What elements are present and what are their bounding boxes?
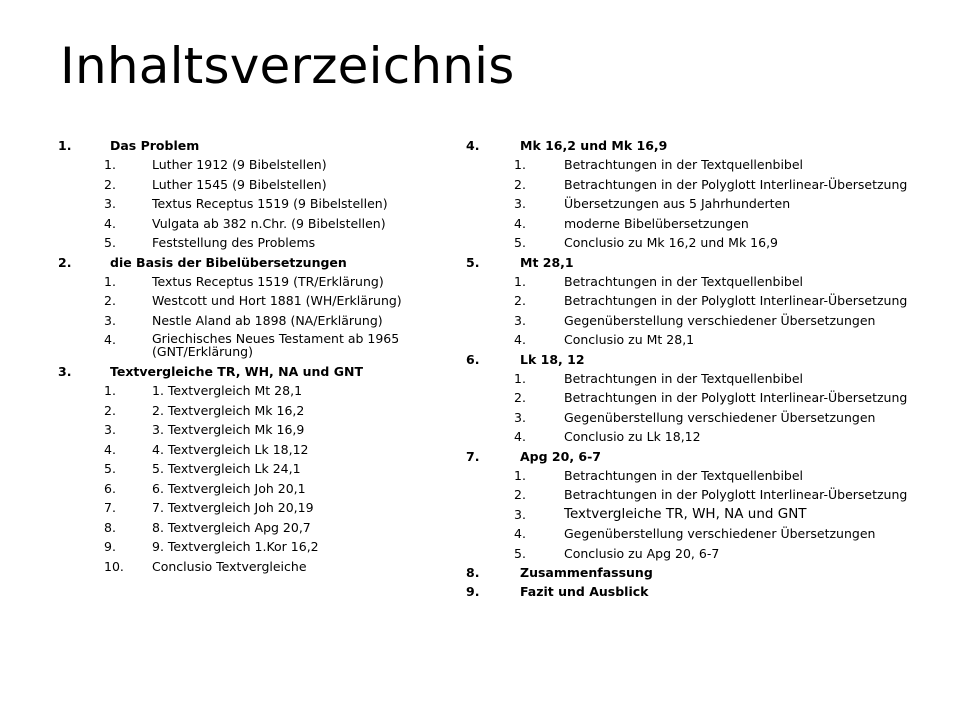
subitem-text: Nestle Aland ab 1898 (NA/Erklärung) xyxy=(152,312,383,328)
subitem-number: 4. xyxy=(514,526,526,541)
subitem-text: Betrachtungen in der Textquellenbibel xyxy=(564,273,804,289)
subitem-number: 2. xyxy=(514,487,526,502)
toc-section xyxy=(466,253,936,350)
section-number: 4. xyxy=(466,138,480,153)
toc-subitem xyxy=(466,233,936,253)
subitem-text: 2. Textvergleich Mk 16,2 xyxy=(152,402,305,418)
toc-subitem xyxy=(58,291,458,311)
toc-subitem xyxy=(58,381,458,401)
subsection-list xyxy=(58,381,458,576)
toc-right-column xyxy=(466,136,936,601)
subitem-text: Gegenüberstellung verschiedener Übersetzungen xyxy=(564,312,876,328)
subsection-list xyxy=(466,272,936,350)
subitem-text: 9. Textvergleich 1.Kor 16,2 xyxy=(152,539,319,554)
subsection-list xyxy=(58,155,458,253)
subitem-number: 4. xyxy=(514,429,526,444)
subitem-text: Betrachtungen in der Polyglott Interlinear-Übersetzung xyxy=(564,176,908,192)
section-number: 5. xyxy=(466,254,480,270)
toc-subitem xyxy=(466,466,936,486)
subitem-text: Feststellung des Problems xyxy=(152,235,316,250)
section-number: 1. xyxy=(58,138,72,153)
toc-subitem xyxy=(466,524,936,544)
subitem-text: Westcott und Hort 1881 (WH/Erklärung) xyxy=(152,293,402,308)
subitem-number: 1. xyxy=(514,273,526,289)
subitem-text: Betrachtungen in der Textquellenbibel xyxy=(564,157,804,172)
subitem-text: Textus Receptus 1519 (9 Bibelstellen) xyxy=(152,196,388,211)
section-number: 8. xyxy=(466,565,480,580)
subitem-text: Luther 1545 (9 Bibelstellen) xyxy=(152,176,327,192)
slide-title: Inhaltsverzeichnis xyxy=(60,37,515,95)
subitem-number: 1. xyxy=(514,370,526,386)
toc-subitem xyxy=(466,485,936,505)
subitem-number: 4. xyxy=(104,332,116,347)
subitem-number: 3. xyxy=(514,409,526,425)
toc-section xyxy=(466,350,936,447)
subitem-text: Betrachtungen in der Polyglott Interlinear-Übersetzung xyxy=(564,487,908,502)
toc-subitem xyxy=(466,272,936,292)
toc-subitem xyxy=(466,311,936,331)
section-label: Mt 28,1 xyxy=(520,254,574,270)
section-label: Zusammenfassung xyxy=(520,565,653,580)
subitem-text: Betrachtungen in der Textquellenbibel xyxy=(564,370,804,386)
toc-subitem xyxy=(466,175,936,195)
subitem-number: 5. xyxy=(104,235,116,250)
section-number: 2. xyxy=(58,254,72,270)
subitem-text: moderne Bibelübersetzungen xyxy=(564,215,749,231)
section-label: Textvergleiche TR, WH, NA und GNT xyxy=(110,364,363,379)
subitem-text: 8. Textvergleich Apg 20,7 xyxy=(152,519,311,535)
toc-subitem xyxy=(58,557,458,577)
subitem-number: 4. xyxy=(514,215,526,231)
toc-subitem xyxy=(466,291,936,311)
subitem-number: 2. xyxy=(104,176,116,192)
subitem-number: 2. xyxy=(514,176,526,192)
subitem-number: 1. xyxy=(514,157,526,172)
subitem-number: 3. xyxy=(104,422,116,437)
subitem-number: 9. xyxy=(104,539,116,554)
subitem-number: 3. xyxy=(514,196,526,211)
subitem-number: 1. xyxy=(104,157,116,172)
section-label: Apg 20, 6-7 xyxy=(520,448,601,464)
subitem-text: Conclusio zu Mt 28,1 xyxy=(564,332,695,347)
subitem-number: 2. xyxy=(104,402,116,418)
subsection-list xyxy=(466,369,936,447)
subitem-text: Conclusio zu Mk 16,2 und Mk 16,9 xyxy=(564,235,779,250)
section-label: Lk 18, 12 xyxy=(520,351,585,367)
toc-subitem xyxy=(466,408,936,428)
toc-subitem xyxy=(58,330,458,362)
toc-subitem xyxy=(58,518,458,538)
subitem-number: 6. xyxy=(104,480,116,496)
subitem-number: 10. xyxy=(104,558,124,574)
toc-subitem xyxy=(58,537,458,557)
toc-section xyxy=(466,136,936,253)
subitem-text: Betrachtungen in der Textquellenbibel xyxy=(564,467,804,483)
subitem-text: Gegenüberstellung verschiedener Übersetzungen xyxy=(564,409,876,425)
section-number: 9. xyxy=(466,584,480,599)
toc-subitem xyxy=(58,459,458,479)
subitem-number: 4. xyxy=(104,215,116,231)
toc-subitem xyxy=(58,175,458,195)
subitem-number: 1. xyxy=(514,467,526,483)
subitem-number: 1. xyxy=(104,383,116,398)
subsection-list xyxy=(466,155,936,253)
toc-subitem xyxy=(58,233,458,253)
subitem-number: 5. xyxy=(514,235,526,250)
subitem-number: 2. xyxy=(514,390,526,405)
section-number: 7. xyxy=(466,448,480,464)
toc-subitem xyxy=(58,155,458,175)
section-label: Fazit und Ausblick xyxy=(520,584,649,599)
toc-section xyxy=(466,563,936,582)
toc-section xyxy=(466,582,936,601)
subitem-number: 3. xyxy=(104,312,116,328)
toc-subitem xyxy=(466,214,936,234)
subitem-text: 3. Textvergleich Mk 16,9 xyxy=(152,422,305,437)
subitem-number: 3. xyxy=(104,196,116,211)
toc-subitem xyxy=(58,479,458,499)
toc-subitem xyxy=(58,311,458,331)
subitem-text: Griechisches Neues Testament ab 1965 (GNT/Erklärung) xyxy=(152,331,400,359)
subitem-text: 5. Textvergleich Lk 24,1 xyxy=(152,461,301,476)
subitem-text: 4. Textvergleich Lk 18,12 xyxy=(152,441,309,457)
toc-subitem xyxy=(466,194,936,214)
subitem-text: Textvergleiche TR, WH, NA und GNT xyxy=(564,505,807,522)
subitem-number: 1. xyxy=(104,273,116,289)
subitem-text: Textus Receptus 1519 (TR/Erklärung) xyxy=(152,273,384,289)
subitem-number: 8. xyxy=(104,519,116,535)
subitem-number: 7. xyxy=(104,500,116,515)
subitem-text: Betrachtungen in der Polyglott Interlinear-Übersetzung xyxy=(564,293,908,308)
subitem-number: 2. xyxy=(104,293,116,308)
toc-subitem xyxy=(58,420,458,440)
subitem-text: Conclusio Textvergleiche xyxy=(152,558,307,574)
toc-subitem xyxy=(58,194,458,214)
subitem-number: 5. xyxy=(104,461,116,476)
section-number: 6. xyxy=(466,351,480,367)
toc-subitem xyxy=(58,440,458,460)
toc-subitem xyxy=(466,155,936,175)
subitem-text: Betrachtungen in der Polyglott Interlinear-Übersetzung xyxy=(564,390,908,405)
toc-subitem xyxy=(466,369,936,389)
subitem-number: 4. xyxy=(514,332,526,347)
toc-left-column xyxy=(58,136,458,576)
toc-subitem xyxy=(466,505,936,525)
toc-subitem xyxy=(58,214,458,234)
subitem-text: Übersetzungen aus 5 Jahrhunderten xyxy=(564,196,791,211)
subsection-list xyxy=(58,272,458,363)
subitem-text: Luther 1912 (9 Bibelstellen) xyxy=(152,157,327,172)
subitem-text: Conclusio zu Lk 18,12 xyxy=(564,429,701,444)
section-label: Mk 16,2 und Mk 16,9 xyxy=(520,138,668,153)
subitem-number: 5. xyxy=(514,545,526,561)
toc-section xyxy=(58,253,458,363)
subitem-number: 3. xyxy=(514,506,526,522)
toc-subitem xyxy=(58,272,458,292)
subitem-text: 7. Textvergleich Joh 20,19 xyxy=(152,500,314,515)
section-label: Das Problem xyxy=(110,138,200,153)
subitem-text: 6. Textvergleich Joh 20,1 xyxy=(152,480,306,496)
toc-subitem xyxy=(58,498,458,518)
subitem-number: 3. xyxy=(514,312,526,328)
toc-subitem xyxy=(466,330,936,350)
subsection-list xyxy=(466,466,936,564)
subitem-text: Vulgata ab 382 n.Chr. (9 Bibelstellen) xyxy=(152,215,386,231)
toc-subitem xyxy=(466,544,936,564)
toc-subitem xyxy=(466,388,936,408)
toc-subitem xyxy=(466,427,936,447)
subitem-number: 4. xyxy=(104,441,116,457)
subitem-text: Gegenüberstellung verschiedener Übersetzungen xyxy=(564,526,876,541)
subitem-text: 1. Textvergleich Mt 28,1 xyxy=(152,383,303,398)
toc-subitem xyxy=(58,401,458,421)
toc-section xyxy=(466,447,936,564)
toc-section xyxy=(58,136,458,253)
subitem-number: 2. xyxy=(514,293,526,308)
section-number: 3. xyxy=(58,364,72,379)
subitem-text: Conclusio zu Apg 20, 6-7 xyxy=(564,545,720,561)
section-label: die Basis der Bibelübersetzungen xyxy=(110,254,347,270)
toc-section xyxy=(58,362,458,576)
